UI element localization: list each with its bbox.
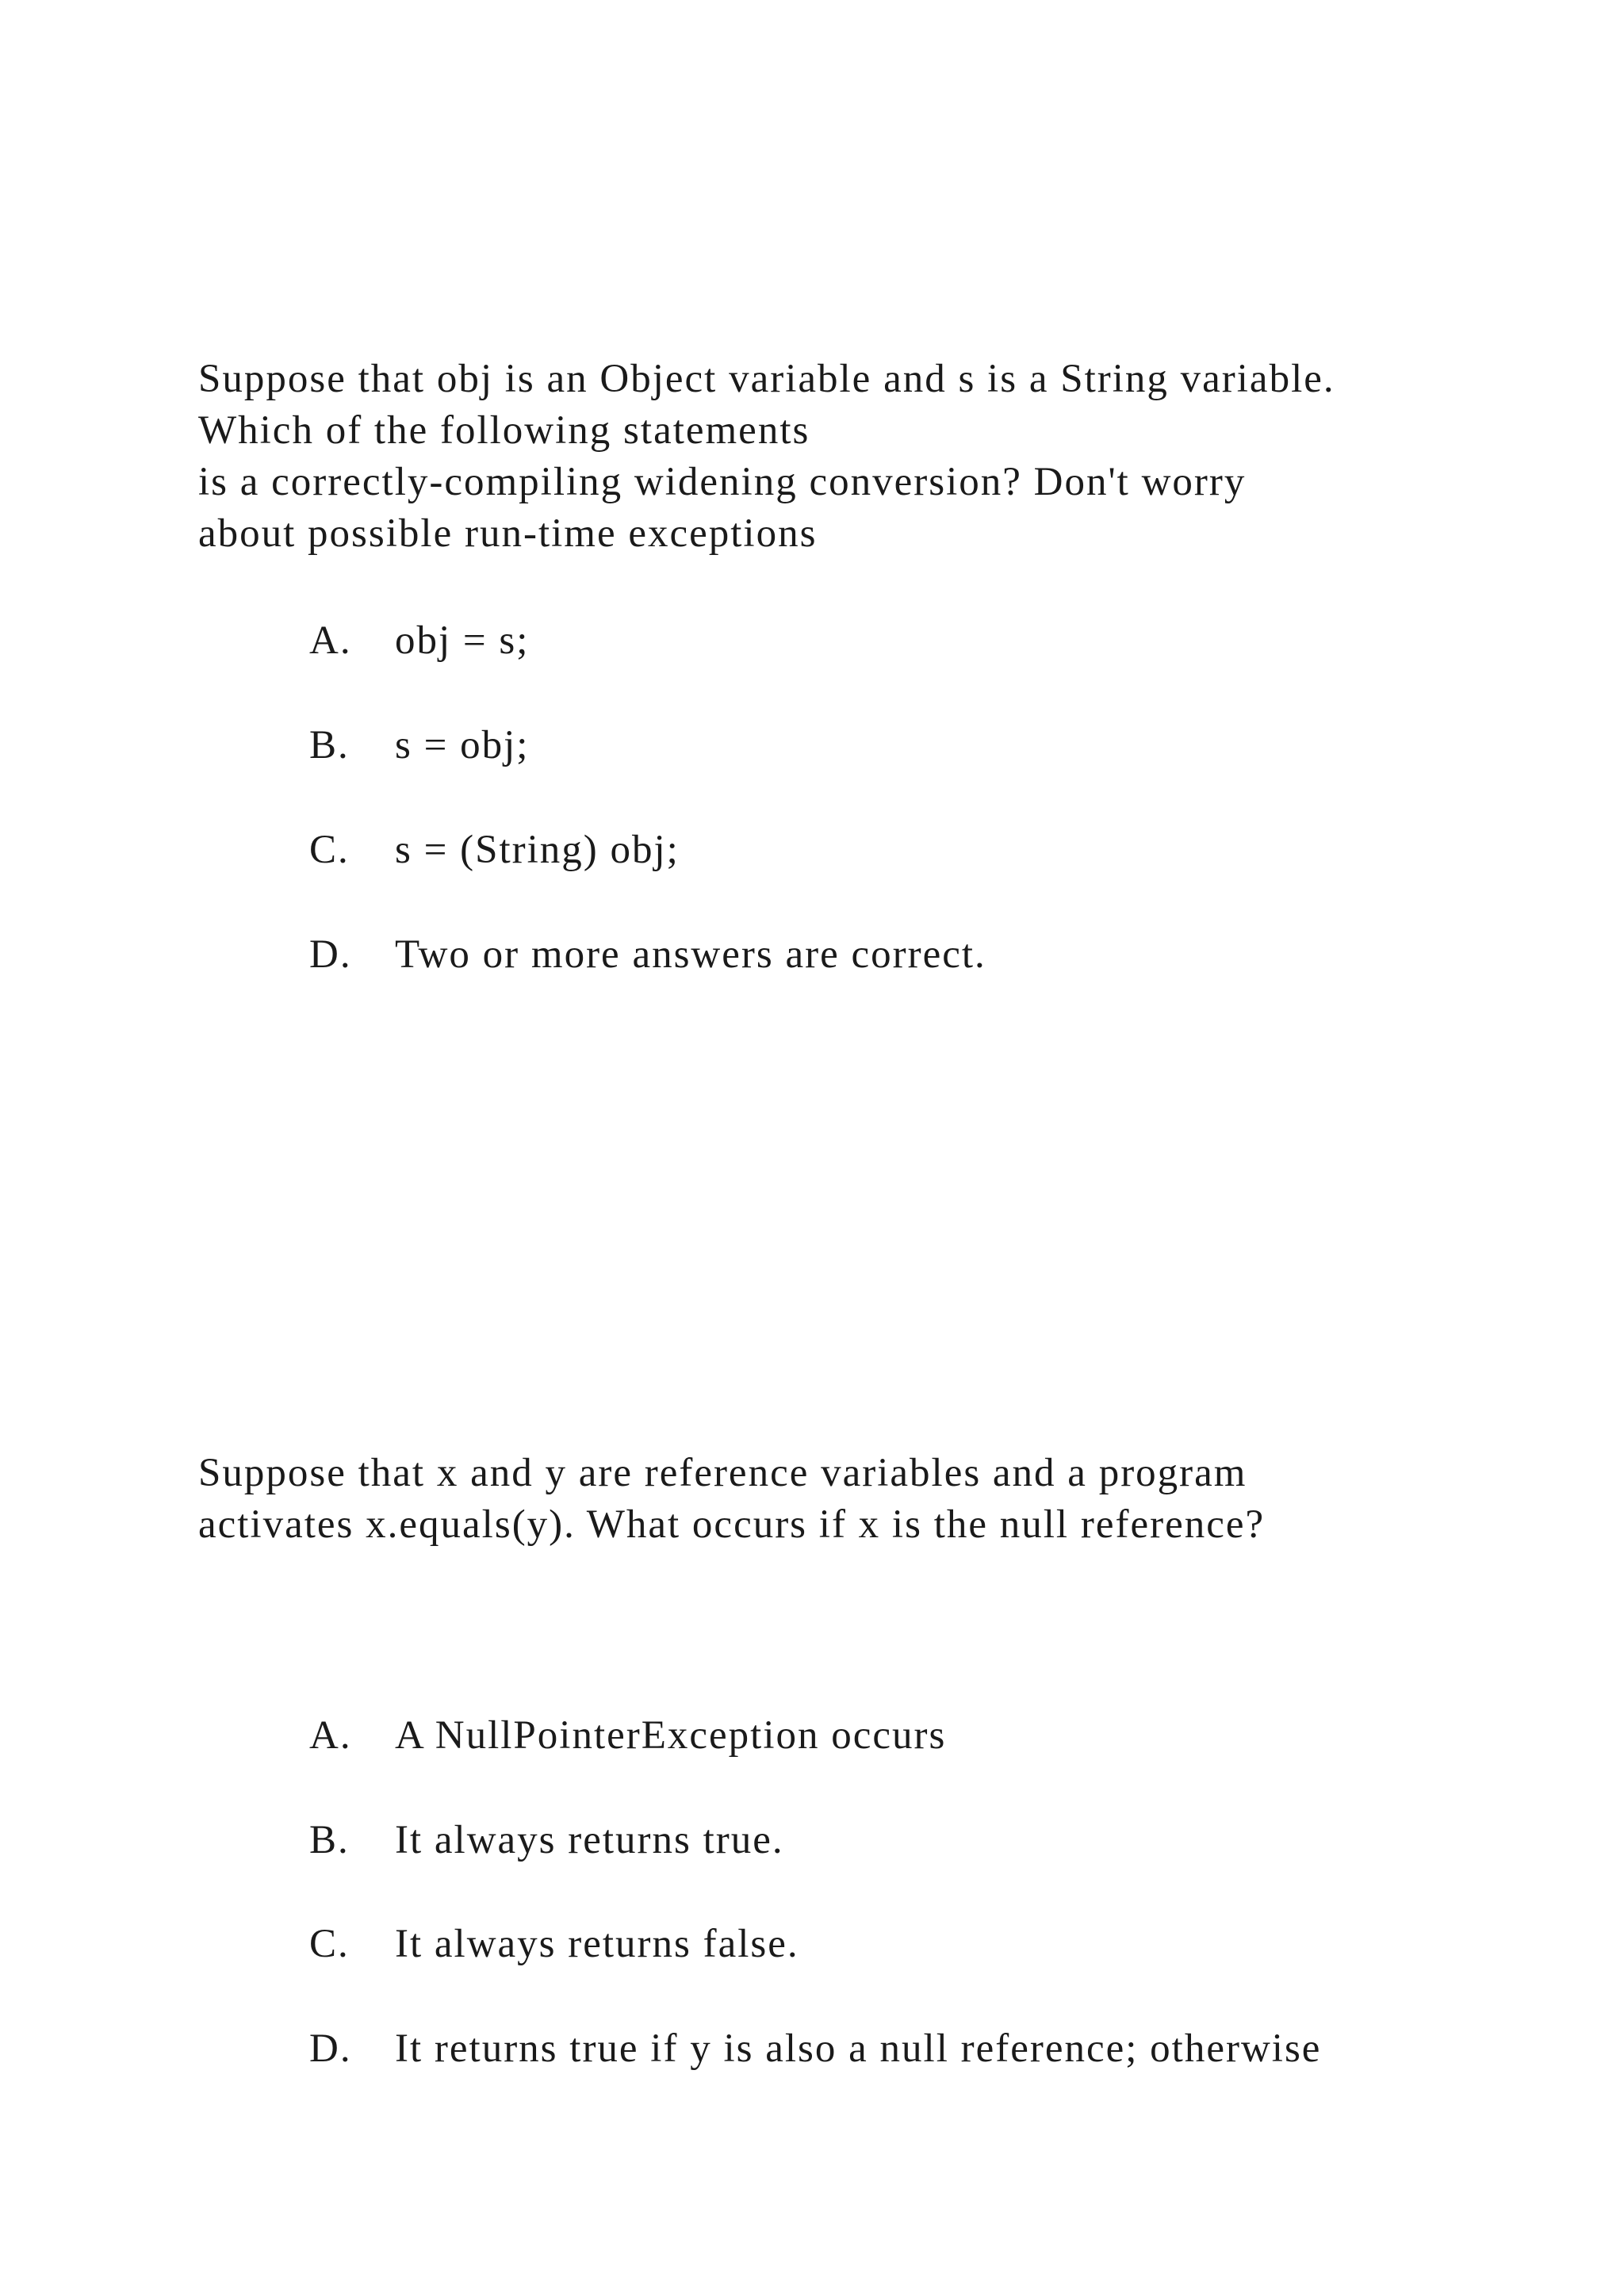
option-letter: C. bbox=[309, 1922, 350, 1966]
question-1-line: about possible run-time exceptions bbox=[198, 511, 818, 556]
question-1-option-a bbox=[309, 615, 529, 667]
question-1-line: Which of the following statements bbox=[198, 408, 810, 453]
option-letter: C. bbox=[309, 828, 350, 872]
option-text: A NullPointerException occurs bbox=[395, 1713, 947, 1758]
option-text: Two or more answers are correct. bbox=[395, 932, 986, 977]
option-letter: A. bbox=[309, 1713, 352, 1758]
question-2-line: Suppose that x and y are reference variables and a program bbox=[198, 1451, 1247, 1495]
question-2-option-c bbox=[309, 1919, 799, 1970]
option-text: s = (String) obj; bbox=[395, 828, 680, 872]
question-1-line: is a correctly-compiling widening conversion? Don't worry bbox=[198, 460, 1247, 504]
option-text: It always returns false. bbox=[395, 1922, 799, 1966]
option-text: obj = s; bbox=[395, 618, 530, 663]
option-text: s = obj; bbox=[395, 723, 530, 767]
option-text: It returns true if y is also a null reference; otherwise bbox=[395, 2026, 1322, 2071]
question-1-option-d bbox=[309, 929, 986, 981]
option-letter: B. bbox=[309, 723, 350, 767]
question-2-option-a bbox=[309, 1710, 946, 1762]
question-2-option-b bbox=[309, 1815, 784, 1866]
option-text: It always returns true. bbox=[395, 1818, 784, 1862]
question-1-option-b bbox=[309, 720, 529, 771]
question-1-text bbox=[198, 354, 1499, 560]
option-letter: B. bbox=[309, 1818, 350, 1862]
question-2-line: activates x.equals(y). What occurs if x is the null reference? bbox=[198, 1502, 1266, 1547]
question-2-text bbox=[198, 1448, 1499, 1551]
question-1-line: Suppose that obj is an Object variable and s is a String variable. bbox=[198, 357, 1335, 401]
option-letter: D. bbox=[309, 2026, 352, 2071]
option-letter: D. bbox=[309, 932, 352, 977]
option-letter: A. bbox=[309, 618, 352, 663]
question-2-option-d bbox=[309, 2023, 1321, 2075]
question-1-option-c bbox=[309, 825, 680, 876]
